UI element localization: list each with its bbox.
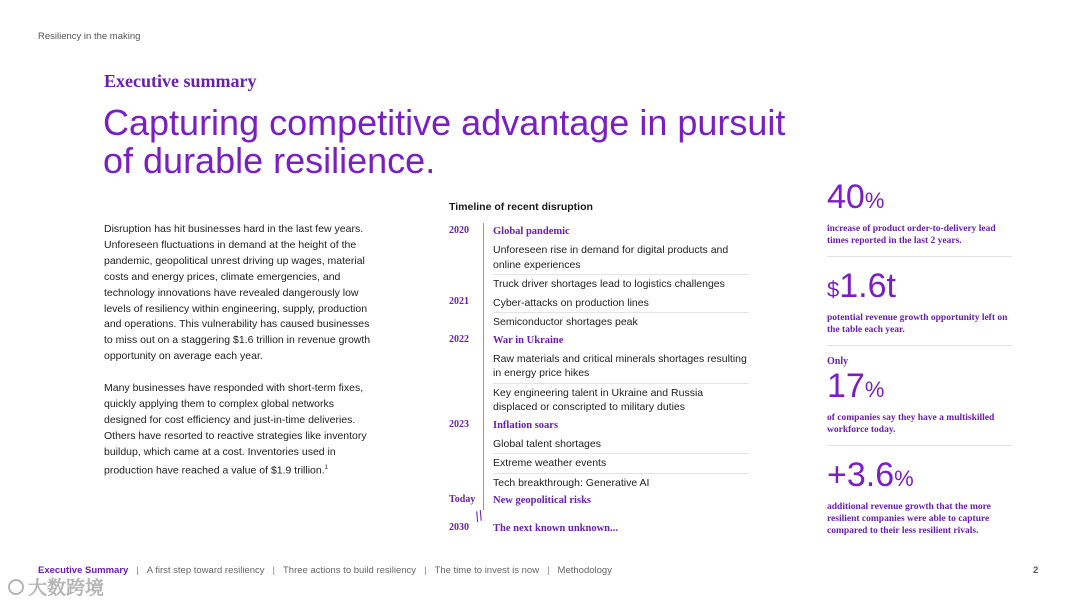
timeline-item: Unforeseen rise in demand for digital products and online experiences — [493, 241, 749, 275]
stat-value: 17 — [827, 367, 865, 405]
page-number: 2 — [1033, 565, 1039, 576]
timeline-break-icon: // — [472, 507, 486, 525]
stat-description: increase of product order-to-delivery lead times reported in the last 2 years. — [827, 224, 996, 246]
intro-paragraph-2 — [104, 381, 374, 479]
timeline-year: 2020 — [449, 225, 469, 236]
stat-unit: % — [894, 466, 914, 491]
timeline-heading: War in Ukraine — [493, 334, 564, 346]
stat-description: of companies say they have a multiskilled workforce today. — [827, 413, 995, 435]
stat-block — [827, 356, 1012, 446]
footer-navigation — [38, 565, 612, 576]
stat-value: 1.6t — [839, 267, 896, 305]
timeline-item: Key engineering talent in Ukraine and Russia displaced or conscripted to military duties — [493, 386, 704, 413]
timeline-item: Tech breakthrough: Generative AI — [493, 476, 650, 489]
timeline-item: Semiconductor shortages peak — [493, 316, 638, 328]
timeline-year: 2023 — [449, 418, 469, 430]
timeline-heading: New geopolitical risks — [493, 495, 591, 506]
timeline-year: Today — [449, 494, 476, 505]
nav-separator: | — [272, 565, 275, 576]
nav-separator: | — [424, 565, 427, 576]
timeline-item: Extreme weather events — [493, 454, 749, 474]
footer-nav-item[interactable]: A first step toward resiliency — [146, 565, 265, 576]
watermark — [8, 573, 104, 600]
title-line-2: of durable resilience. — [103, 140, 436, 181]
timeline-final — [449, 520, 749, 538]
timeline-group — [449, 223, 749, 294]
timeline-group — [449, 417, 749, 493]
intro-paragraph-2-text: Many businesses have responded with short-term fixes, quickly applying them to complex global networks designed for cost efficiency and just-in-time deliveries. Others have resorted to reactive strategies like inventory buildup, which came at a cost. Inventories used in production have reached a value of $1.9 trillion. — [104, 382, 367, 477]
footnote-marker: 1 — [324, 464, 328, 471]
stat-prefix: Only — [827, 356, 849, 367]
page-title — [103, 104, 863, 180]
stat-unit: % — [864, 377, 885, 402]
footer-nav-item[interactable]: Executive Summary — [38, 565, 129, 576]
timeline-entries — [483, 294, 749, 332]
timeline-entries — [483, 417, 749, 493]
intro-paragraph-1: Disruption has hit businesses hard in the last few years. Unforeseen fluctuations in demand at the height of the pandemic, geopolitical unrest driving up wages, material costs and energy prices, climate emergencies, and technology innovations have revealed dangerously low levels of resiliency within engineering, supply, production and operations. This vulnerability has caused businesses to miss out on a staggering $1.6 trillion in revenue growth opportunity on average each year. — [104, 223, 371, 363]
timeline — [449, 201, 749, 538]
section-label: Executive summary — [104, 71, 257, 91]
timeline-heading: Global pandemic — [493, 226, 570, 237]
timeline-group — [449, 332, 749, 417]
timeline-heading: The next known unknown... — [493, 523, 618, 534]
stat-number — [827, 456, 1012, 498]
timeline-item: Raw materials and critical minerals shortages resulting in energy price hikes — [493, 350, 749, 384]
nav-separator: | — [136, 565, 139, 576]
footer-nav-item[interactable]: The time to invest is now — [434, 565, 540, 576]
timeline-year: 2022 — [449, 333, 469, 345]
stat-number — [827, 267, 1012, 309]
timeline-group — [449, 294, 749, 332]
footer-nav-item[interactable]: Three actions to build resiliency — [282, 565, 417, 576]
stat-unit: % — [864, 188, 885, 213]
timeline-title: Timeline of recent disruption — [449, 201, 593, 213]
stats-column — [827, 178, 1012, 556]
timeline-entries — [483, 332, 749, 417]
timeline-item: Truck driver shortages lead to logistics challenges — [493, 278, 725, 290]
timeline-year: 2030 — [449, 522, 469, 533]
stat-number — [827, 367, 1012, 409]
title-line-1: Capturing competitive advantage in pursuit — [103, 102, 786, 143]
stat-block — [827, 267, 1012, 346]
timeline-entries — [483, 492, 749, 510]
stat-description: additional revenue growth that the more resilient companies were able to capture compared to their less resilient rivals. — [827, 502, 991, 536]
timeline-item: Global talent shortages — [493, 435, 749, 455]
nav-separator: | — [547, 565, 550, 576]
watermark-text: 大数跨境 — [28, 578, 105, 599]
stat-value: 40 — [827, 178, 865, 216]
timeline-entries — [483, 223, 749, 294]
intro-text — [104, 222, 374, 495]
timeline-item: Cyber-attacks on production lines — [493, 294, 749, 314]
footer-nav-item[interactable]: Methodology — [557, 565, 612, 576]
timeline-groups — [449, 223, 749, 510]
timeline-group — [449, 492, 749, 510]
stat-block — [827, 456, 1012, 546]
timeline-heading: Inflation soars — [493, 419, 559, 431]
timeline-year: 2021 — [449, 295, 469, 307]
stat-number — [827, 178, 1012, 220]
stat-currency: $ — [827, 277, 840, 302]
stat-description: potential revenue growth opportunity left on the table each year. — [827, 313, 1008, 335]
top-label: Resiliency in the making — [38, 31, 141, 42]
stat-value: +3.6 — [827, 456, 895, 494]
stat-block — [827, 178, 1012, 257]
watermark-logo-icon — [8, 579, 24, 595]
